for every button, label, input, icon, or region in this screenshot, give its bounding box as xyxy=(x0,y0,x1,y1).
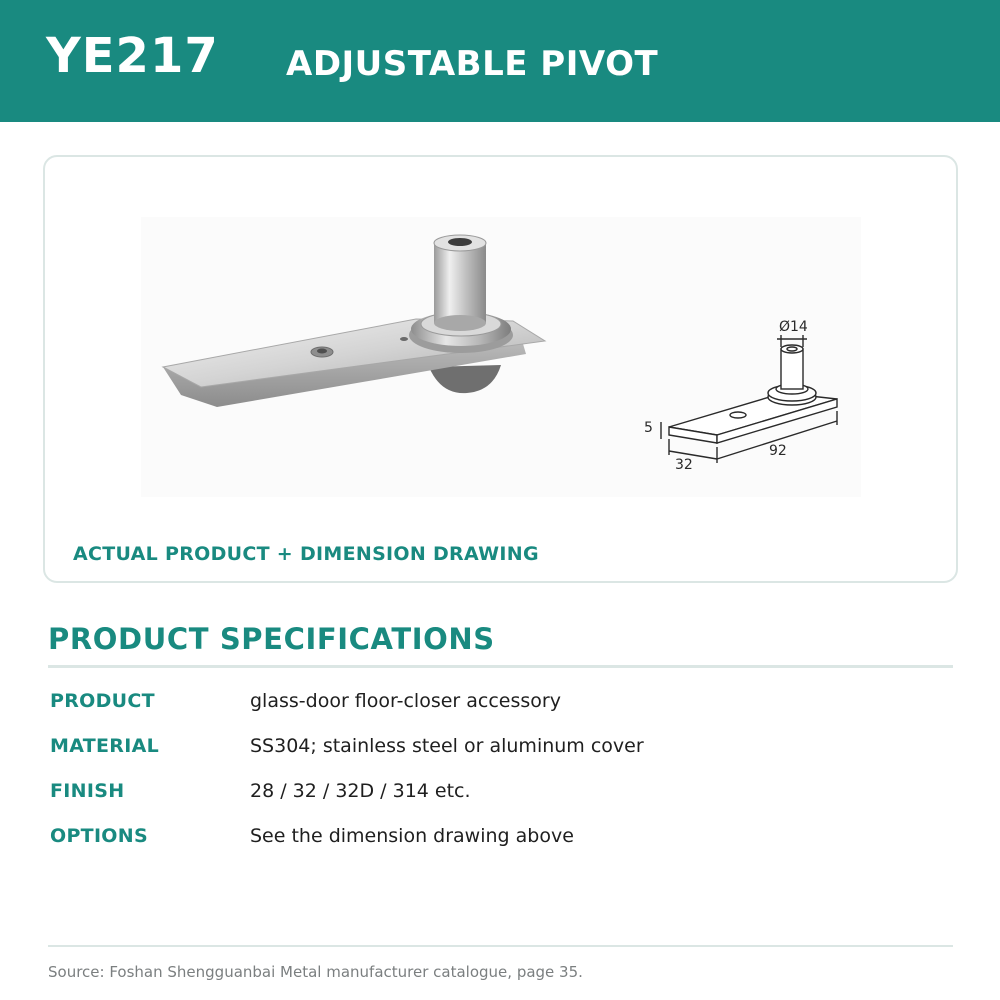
specs-divider xyxy=(48,665,953,668)
spec-value: SS304; stainless steel or aluminum cover xyxy=(250,735,644,757)
figure-caption: ACTUAL PRODUCT + DIMENSION DRAWING xyxy=(73,543,539,565)
dim-diameter: Ø14 xyxy=(779,319,808,335)
spec-row-material xyxy=(50,735,950,765)
footer-divider xyxy=(48,945,953,947)
spec-label: FINISH xyxy=(50,780,125,802)
pivot-photo xyxy=(163,235,545,407)
dim-width: 32 xyxy=(675,457,693,473)
source-note: Source: Foshan Shengguanbai Metal manufacturer catalogue, page 35. xyxy=(48,963,583,981)
product-title: ADJUSTABLE PIVOT xyxy=(286,44,659,84)
product-figure xyxy=(141,217,861,497)
header-banner xyxy=(0,0,1000,122)
spec-label: MATERIAL xyxy=(50,735,159,757)
product-figure-card xyxy=(43,155,958,583)
spec-value: 28 / 32 / 32D / 314 etc. xyxy=(250,780,471,802)
spec-value: glass-door floor-closer accessory xyxy=(250,690,561,712)
dim-length: 92 xyxy=(769,443,787,459)
spec-row-product xyxy=(50,690,950,720)
spec-label: PRODUCT xyxy=(50,690,155,712)
dimension-drawing xyxy=(661,335,837,463)
model-number: YE217 xyxy=(46,28,219,84)
spec-value: See the dimension drawing above xyxy=(250,825,574,847)
product-illustration xyxy=(141,217,861,497)
spec-row-finish xyxy=(50,780,950,810)
spec-row-options xyxy=(50,825,950,855)
specs-heading: PRODUCT SPECIFICATIONS xyxy=(48,622,495,656)
spec-label: OPTIONS xyxy=(50,825,148,847)
dim-height: 5 xyxy=(644,420,653,436)
